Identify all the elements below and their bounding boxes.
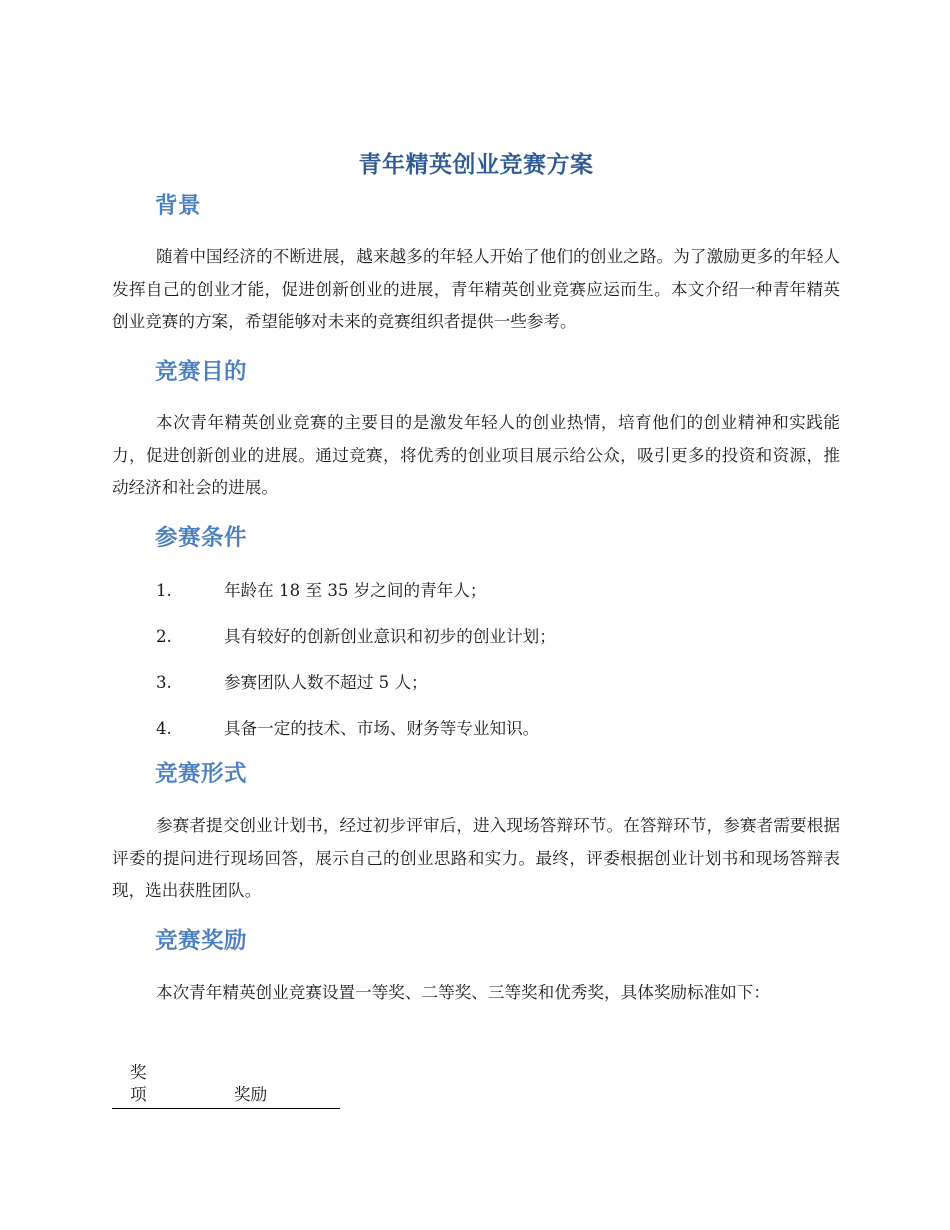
list-item-number: 1. (156, 581, 172, 600)
format-paragraph: 参赛者提交创业计划书，经过初步评审后，进入现场答辩环节。在答辩环节，参赛者需要根据评委的提问进行现场回答，展示自己的创业思路和实力。最终，评委根据创业计划书和现场答辩表现，选出获胜团队。 (112, 816, 840, 900)
list-item-text: 参赛团队人数不超过 5 人； (224, 673, 428, 692)
list-item-number: 4. (156, 719, 172, 738)
rewards-table (112, 1060, 340, 1109)
purpose-paragraph: 本次青年精英创业竞赛的主要目的是激发年轻人的创业热情，培育他们的创业精神和实践能力，促进创新创业的进展。通过竞赛，将优秀的创业项目展示给公众，吸引更多的投资和资源，推动经济和社会的进展。 (112, 413, 840, 497)
list-item-number: 2. (156, 627, 172, 646)
list-item-text: 年龄在 18 至 35 岁之间的青年人； (224, 581, 487, 600)
list-item-text: 具备一定的技术、市场、财务等专业知识。 (224, 719, 540, 738)
rewards-paragraph: 本次青年精英创业竞赛设置一等奖、二等奖、三等奖和优秀奖，具体奖励标准如下： (156, 983, 770, 1002)
section-heading-format: 竞赛形式 (155, 761, 248, 787)
section-heading-conditions: 参赛条件 (155, 525, 248, 551)
list-item-text: 具有较好的创新创业意识和初步的创业计划； (224, 627, 556, 646)
section-heading-background: 背景 (155, 193, 202, 219)
list-item (112, 624, 840, 670)
document-title: 青年精英创业竞赛方案 (358, 152, 594, 178)
background-paragraph: 随着中国经济的不断进展，越来越多的年轻人开始了他们的创业之路。为了激励更多的年轻人发挥自己的创业才能，促进创新创业的进展，青年精英创业竞赛应运而生。本文介绍一种青年精英创业竞赛的方案，希望能够对未来的竞赛组织者提供一些参考。 (112, 247, 840, 331)
section-heading-purpose: 竞赛目的 (155, 359, 248, 385)
list-item (112, 578, 840, 624)
table-header-award: 奖项 (130, 1063, 147, 1104)
section-heading-rewards: 竞赛奖励 (155, 928, 248, 954)
list-item-number: 3. (156, 673, 172, 692)
list-item (112, 670, 840, 716)
table-header-reward: 奖励 (234, 1085, 268, 1104)
conditions-list (112, 578, 840, 762)
